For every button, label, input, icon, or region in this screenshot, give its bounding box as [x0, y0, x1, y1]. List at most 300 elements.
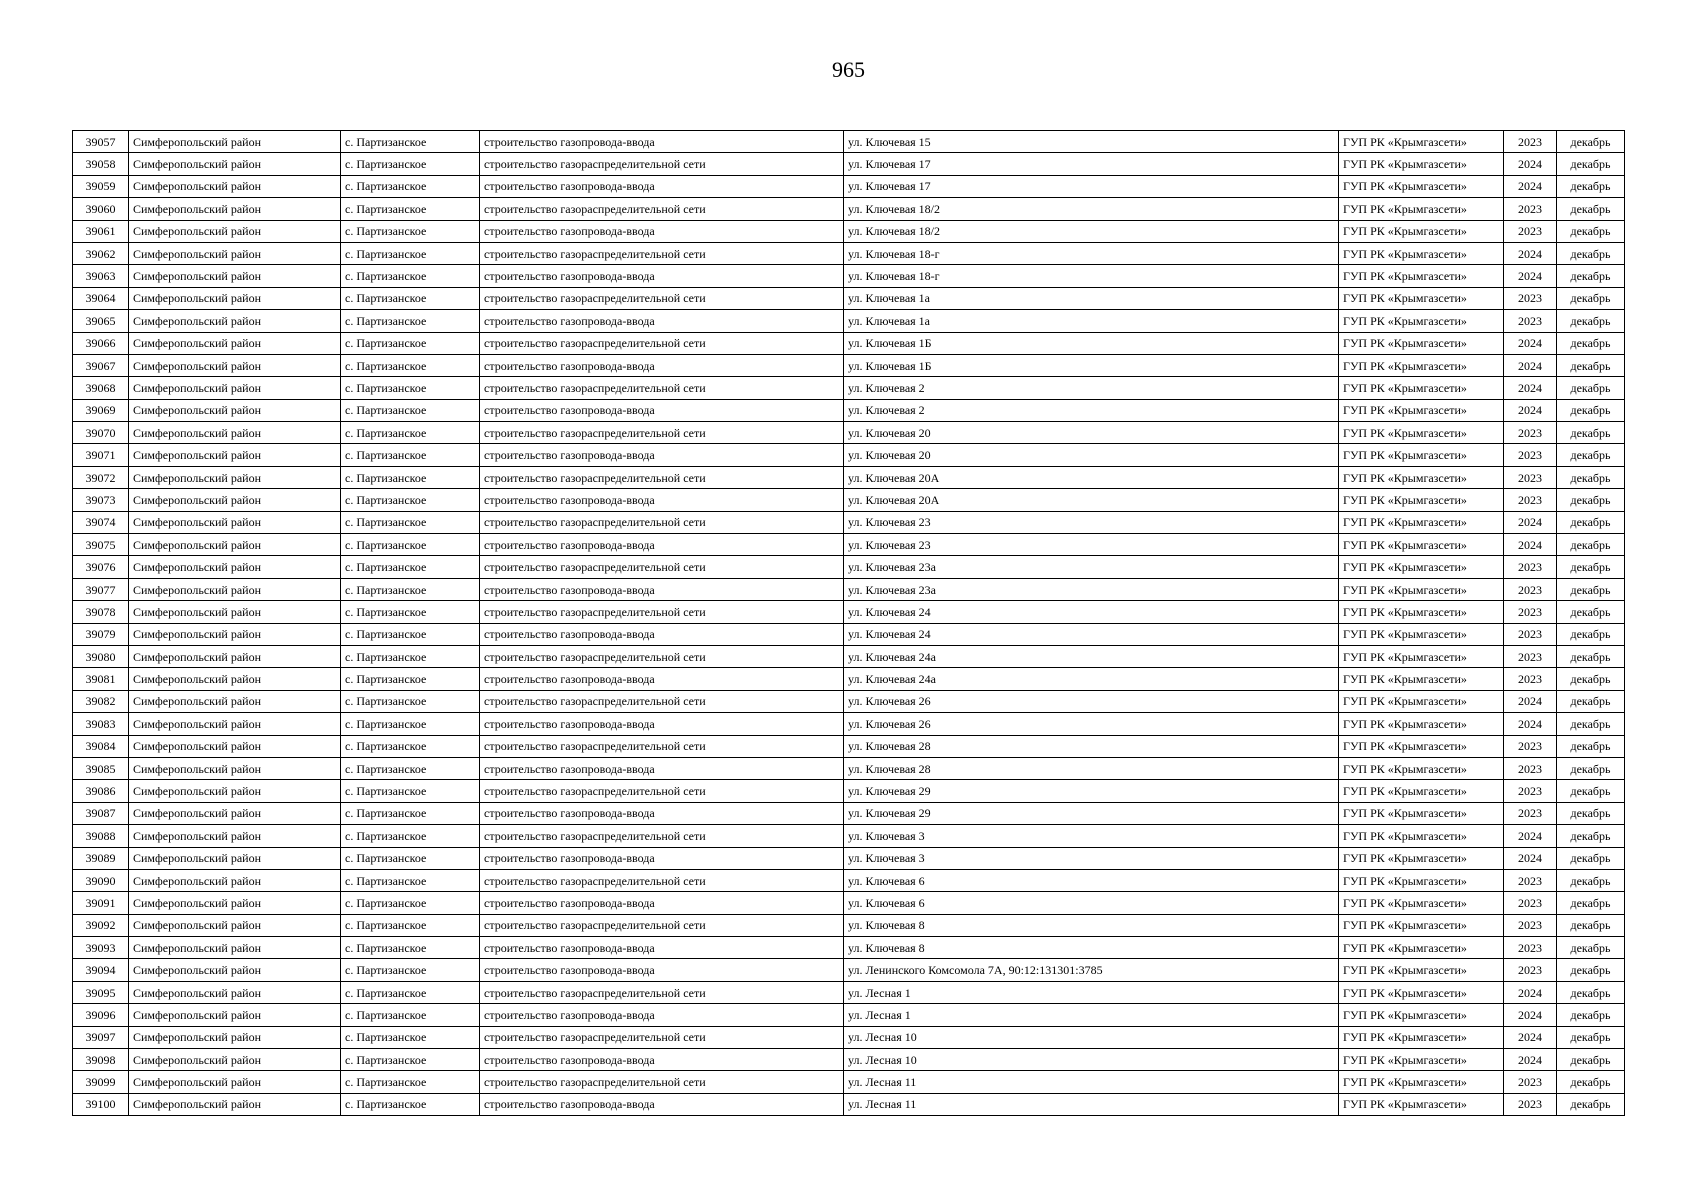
work-type-cell: строительство газопровода-ввода	[480, 578, 844, 600]
district-cell: Симферопольский район	[129, 869, 341, 891]
row-number-cell: 39070	[73, 422, 129, 444]
table-row	[73, 892, 1625, 914]
organization-cell: ГУП РК «Крымгазсети»	[1339, 1026, 1504, 1048]
table-row	[73, 242, 1625, 264]
work-type-cell: строительство газораспределительной сети	[480, 1026, 844, 1048]
year-cell: 2023	[1504, 623, 1557, 645]
row-number-cell: 39084	[73, 735, 129, 757]
district-cell: Симферопольский район	[129, 601, 341, 623]
settlement-cell: с. Партизанское	[341, 1004, 480, 1026]
settlement-cell: с. Партизанское	[341, 757, 480, 779]
address-cell: ул. Ключевая 1Б	[844, 354, 1339, 376]
month-cell: декабрь	[1557, 1026, 1625, 1048]
table-row	[73, 623, 1625, 645]
address-cell: ул. Ключевая 18-г	[844, 265, 1339, 287]
month-cell: декабрь	[1557, 959, 1625, 981]
row-number-cell: 39091	[73, 892, 129, 914]
month-cell: декабрь	[1557, 287, 1625, 309]
table-row	[73, 937, 1625, 959]
work-type-cell: строительство газораспределительной сети	[480, 556, 844, 578]
month-cell: декабрь	[1557, 242, 1625, 264]
settlement-cell: с. Партизанское	[341, 847, 480, 869]
district-cell: Симферопольский район	[129, 623, 341, 645]
district-cell: Симферопольский район	[129, 735, 341, 757]
district-cell: Симферопольский район	[129, 354, 341, 376]
table-row	[73, 153, 1625, 175]
settlement-cell: с. Партизанское	[341, 802, 480, 824]
row-number-cell: 39063	[73, 265, 129, 287]
row-number-cell: 39098	[73, 1049, 129, 1071]
district-cell: Симферопольский район	[129, 399, 341, 421]
row-number-cell: 39058	[73, 153, 129, 175]
table-row	[73, 601, 1625, 623]
month-cell: декабрь	[1557, 131, 1625, 153]
row-number-cell: 39099	[73, 1071, 129, 1093]
work-type-cell: строительство газопровода-ввода	[480, 713, 844, 735]
address-cell: ул. Лесная 10	[844, 1026, 1339, 1048]
table-row	[73, 489, 1625, 511]
address-cell: ул. Лесная 10	[844, 1049, 1339, 1071]
table-row	[73, 914, 1625, 936]
address-cell: ул. Ключевая 8	[844, 914, 1339, 936]
work-type-cell: строительство газопровода-ввода	[480, 1093, 844, 1115]
work-type-cell: строительство газораспределительной сети	[480, 198, 844, 220]
settlement-cell: с. Партизанское	[341, 422, 480, 444]
year-cell: 2024	[1504, 1004, 1557, 1026]
settlement-cell: с. Партизанское	[341, 332, 480, 354]
organization-cell: ГУП РК «Крымгазсети»	[1339, 981, 1504, 1003]
row-number-cell: 39062	[73, 242, 129, 264]
settlement-cell: с. Партизанское	[341, 265, 480, 287]
row-number-cell: 39085	[73, 757, 129, 779]
organization-cell: ГУП РК «Крымгазсети»	[1339, 377, 1504, 399]
year-cell: 2024	[1504, 713, 1557, 735]
district-cell: Симферопольский район	[129, 377, 341, 399]
address-cell: ул. Ключевая 24	[844, 623, 1339, 645]
table-row	[73, 220, 1625, 242]
district-cell: Симферопольский район	[129, 332, 341, 354]
month-cell: декабрь	[1557, 713, 1625, 735]
settlement-cell: с. Партизанское	[341, 489, 480, 511]
year-cell: 2023	[1504, 444, 1557, 466]
work-type-cell: строительство газопровода-ввода	[480, 399, 844, 421]
row-number-cell: 39059	[73, 175, 129, 197]
settlement-cell: с. Партизанское	[341, 869, 480, 891]
year-cell: 2023	[1504, 489, 1557, 511]
year-cell: 2024	[1504, 399, 1557, 421]
district-cell: Симферопольский район	[129, 1004, 341, 1026]
organization-cell: ГУП РК «Крымгазсети»	[1339, 265, 1504, 287]
row-number-cell: 39076	[73, 556, 129, 578]
district-cell: Симферопольский район	[129, 265, 341, 287]
settlement-cell: с. Партизанское	[341, 1049, 480, 1071]
work-type-cell: строительство газораспределительной сети	[480, 825, 844, 847]
table-row	[73, 578, 1625, 600]
month-cell: декабрь	[1557, 556, 1625, 578]
settlement-cell: с. Партизанское	[341, 645, 480, 667]
year-cell: 2023	[1504, 645, 1557, 667]
year-cell: 2024	[1504, 332, 1557, 354]
organization-cell: ГУП РК «Крымгазсети»	[1339, 668, 1504, 690]
settlement-cell: с. Партизанское	[341, 1093, 480, 1115]
work-type-cell: строительство газораспределительной сети	[480, 914, 844, 936]
district-cell: Симферопольский район	[129, 959, 341, 981]
settlement-cell: с. Партизанское	[341, 153, 480, 175]
work-type-cell: строительство газораспределительной сети	[480, 332, 844, 354]
settlement-cell: с. Партизанское	[341, 511, 480, 533]
month-cell: декабрь	[1557, 780, 1625, 802]
month-cell: декабрь	[1557, 511, 1625, 533]
organization-cell: ГУП РК «Крымгазсети»	[1339, 1071, 1504, 1093]
year-cell: 2023	[1504, 780, 1557, 802]
district-cell: Симферопольский район	[129, 242, 341, 264]
register-body	[73, 131, 1625, 1116]
organization-cell: ГУП РК «Крымгазсети»	[1339, 220, 1504, 242]
address-cell: ул. Ключевая 29	[844, 802, 1339, 824]
year-cell: 2023	[1504, 668, 1557, 690]
table-row	[73, 399, 1625, 421]
address-cell: ул. Ключевая 2	[844, 377, 1339, 399]
district-cell: Симферопольский район	[129, 668, 341, 690]
organization-cell: ГУП РК «Крымгазсети»	[1339, 198, 1504, 220]
table-row	[73, 534, 1625, 556]
year-cell: 2023	[1504, 422, 1557, 444]
row-number-cell: 39075	[73, 534, 129, 556]
address-cell: ул. Ключевая 1Б	[844, 332, 1339, 354]
district-cell: Симферопольский район	[129, 1049, 341, 1071]
work-type-cell: строительство газораспределительной сети	[480, 1071, 844, 1093]
year-cell: 2023	[1504, 735, 1557, 757]
year-cell: 2024	[1504, 847, 1557, 869]
table-row	[73, 131, 1625, 153]
table-row	[73, 1004, 1625, 1026]
table-row	[73, 354, 1625, 376]
year-cell: 2024	[1504, 690, 1557, 712]
settlement-cell: с. Партизанское	[341, 937, 480, 959]
row-number-cell: 39073	[73, 489, 129, 511]
district-cell: Симферопольский район	[129, 645, 341, 667]
month-cell: декабрь	[1557, 198, 1625, 220]
organization-cell: ГУП РК «Крымгазсети»	[1339, 690, 1504, 712]
month-cell: декабрь	[1557, 332, 1625, 354]
work-type-cell: строительство газопровода-ввода	[480, 892, 844, 914]
settlement-cell: с. Партизанское	[341, 1071, 480, 1093]
settlement-cell: с. Партизанское	[341, 668, 480, 690]
address-cell: ул. Ключевая 26	[844, 713, 1339, 735]
settlement-cell: с. Партизанское	[341, 175, 480, 197]
organization-cell: ГУП РК «Крымгазсети»	[1339, 242, 1504, 264]
year-cell: 2024	[1504, 354, 1557, 376]
month-cell: декабрь	[1557, 399, 1625, 421]
district-cell: Симферопольский район	[129, 690, 341, 712]
month-cell: декабрь	[1557, 892, 1625, 914]
organization-cell: ГУП РК «Крымгазсети»	[1339, 399, 1504, 421]
year-cell: 2023	[1504, 892, 1557, 914]
address-cell: ул. Ключевая 20	[844, 444, 1339, 466]
row-number-cell: 39081	[73, 668, 129, 690]
month-cell: декабрь	[1557, 265, 1625, 287]
organization-cell: ГУП РК «Крымгазсети»	[1339, 713, 1504, 735]
month-cell: декабрь	[1557, 757, 1625, 779]
district-cell: Симферопольский район	[129, 825, 341, 847]
year-cell: 2024	[1504, 175, 1557, 197]
settlement-cell: с. Партизанское	[341, 959, 480, 981]
organization-cell: ГУП РК «Крымгазсети»	[1339, 444, 1504, 466]
table-row	[73, 310, 1625, 332]
work-type-cell: строительство газопровода-ввода	[480, 175, 844, 197]
work-type-cell: строительство газораспределительной сети	[480, 466, 844, 488]
table-row	[73, 332, 1625, 354]
month-cell: декабрь	[1557, 578, 1625, 600]
month-cell: декабрь	[1557, 869, 1625, 891]
settlement-cell: с. Партизанское	[341, 354, 480, 376]
work-type-cell: строительство газопровода-ввода	[480, 757, 844, 779]
row-number-cell: 39071	[73, 444, 129, 466]
row-number-cell: 39100	[73, 1093, 129, 1115]
organization-cell: ГУП РК «Крымгазсети»	[1339, 735, 1504, 757]
year-cell: 2023	[1504, 937, 1557, 959]
address-cell: ул. Ключевая 26	[844, 690, 1339, 712]
settlement-cell: с. Партизанское	[341, 1026, 480, 1048]
year-cell: 2023	[1504, 466, 1557, 488]
month-cell: декабрь	[1557, 489, 1625, 511]
year-cell: 2024	[1504, 511, 1557, 533]
work-type-cell: строительство газопровода-ввода	[480, 802, 844, 824]
district-cell: Симферопольский район	[129, 757, 341, 779]
district-cell: Симферопольский район	[129, 175, 341, 197]
year-cell: 2023	[1504, 959, 1557, 981]
month-cell: декабрь	[1557, 1093, 1625, 1115]
month-cell: декабрь	[1557, 354, 1625, 376]
organization-cell: ГУП РК «Крымгазсети»	[1339, 556, 1504, 578]
work-type-cell: строительство газораспределительной сети	[480, 690, 844, 712]
year-cell: 2024	[1504, 265, 1557, 287]
work-type-cell: строительство газопровода-ввода	[480, 310, 844, 332]
row-number-cell: 39065	[73, 310, 129, 332]
work-type-cell: строительство газопровода-ввода	[480, 489, 844, 511]
table-row	[73, 668, 1625, 690]
address-cell: ул. Ключевая 1а	[844, 310, 1339, 332]
organization-cell: ГУП РК «Крымгазсети»	[1339, 601, 1504, 623]
month-cell: декабрь	[1557, 466, 1625, 488]
organization-cell: ГУП РК «Крымгазсети»	[1339, 869, 1504, 891]
district-cell: Симферопольский район	[129, 780, 341, 802]
work-type-cell: строительство газопровода-ввода	[480, 354, 844, 376]
table-row	[73, 690, 1625, 712]
address-cell: ул. Ключевая 24	[844, 601, 1339, 623]
work-type-cell: строительство газопровода-ввода	[480, 959, 844, 981]
table-row	[73, 713, 1625, 735]
year-cell: 2023	[1504, 556, 1557, 578]
year-cell: 2023	[1504, 1071, 1557, 1093]
year-cell: 2023	[1504, 757, 1557, 779]
address-cell: ул. Ключевая 20А	[844, 466, 1339, 488]
year-cell: 2023	[1504, 578, 1557, 600]
work-type-cell: строительство газораспределительной сети	[480, 377, 844, 399]
organization-cell: ГУП РК «Крымгазсети»	[1339, 1093, 1504, 1115]
table-row	[73, 422, 1625, 444]
address-cell: ул. Лесная 11	[844, 1093, 1339, 1115]
row-number-cell: 39083	[73, 713, 129, 735]
year-cell: 2024	[1504, 981, 1557, 1003]
work-type-cell: строительство газопровода-ввода	[480, 623, 844, 645]
address-cell: ул. Ключевая 6	[844, 869, 1339, 891]
organization-cell: ГУП РК «Крымгазсети»	[1339, 937, 1504, 959]
table-row	[73, 645, 1625, 667]
address-cell: ул. Лесная 1	[844, 981, 1339, 1003]
address-cell: ул. Ключевая 18/2	[844, 198, 1339, 220]
address-cell: ул. Ключевая 18-г	[844, 242, 1339, 264]
organization-cell: ГУП РК «Крымгазсети»	[1339, 354, 1504, 376]
table-row	[73, 265, 1625, 287]
row-number-cell: 39086	[73, 780, 129, 802]
address-cell: ул. Ключевая 28	[844, 757, 1339, 779]
work-type-cell: строительство газораспределительной сети	[480, 287, 844, 309]
organization-cell: ГУП РК «Крымгазсети»	[1339, 466, 1504, 488]
table-row	[73, 757, 1625, 779]
work-type-cell: строительство газораспределительной сети	[480, 981, 844, 1003]
month-cell: декабрь	[1557, 802, 1625, 824]
address-cell: ул. Ключевая 28	[844, 735, 1339, 757]
settlement-cell: с. Партизанское	[341, 914, 480, 936]
district-cell: Симферопольский район	[129, 713, 341, 735]
settlement-cell: с. Партизанское	[341, 623, 480, 645]
table-row	[73, 802, 1625, 824]
row-number-cell: 39057	[73, 131, 129, 153]
settlement-cell: с. Партизанское	[341, 310, 480, 332]
month-cell: декабрь	[1557, 601, 1625, 623]
address-cell: ул. Ключевая 20А	[844, 489, 1339, 511]
address-cell: ул. Ключевая 15	[844, 131, 1339, 153]
table-row	[73, 825, 1625, 847]
district-cell: Симферопольский район	[129, 310, 341, 332]
organization-cell: ГУП РК «Крымгазсети»	[1339, 332, 1504, 354]
table-row	[73, 1026, 1625, 1048]
work-type-cell: строительство газораспределительной сети	[480, 780, 844, 802]
year-cell: 2024	[1504, 1049, 1557, 1071]
work-type-cell: строительство газопровода-ввода	[480, 1049, 844, 1071]
month-cell: декабрь	[1557, 847, 1625, 869]
district-cell: Симферопольский район	[129, 1071, 341, 1093]
address-cell: ул. Ключевая 24а	[844, 645, 1339, 667]
month-cell: декабрь	[1557, 937, 1625, 959]
organization-cell: ГУП РК «Крымгазсети»	[1339, 959, 1504, 981]
month-cell: декабрь	[1557, 175, 1625, 197]
table-row	[73, 287, 1625, 309]
work-type-cell: строительство газораспределительной сети	[480, 242, 844, 264]
address-cell: ул. Ключевая 29	[844, 780, 1339, 802]
gasification-register-table	[72, 130, 1625, 1116]
month-cell: декабрь	[1557, 422, 1625, 444]
district-cell: Симферопольский район	[129, 892, 341, 914]
table-row	[73, 377, 1625, 399]
address-cell: ул. Ключевая 18/2	[844, 220, 1339, 242]
table-row	[73, 1071, 1625, 1093]
organization-cell: ГУП РК «Крымгазсети»	[1339, 623, 1504, 645]
work-type-cell: строительство газораспределительной сети	[480, 422, 844, 444]
year-cell: 2023	[1504, 869, 1557, 891]
settlement-cell: с. Партизанское	[341, 444, 480, 466]
organization-cell: ГУП РК «Крымгазсети»	[1339, 175, 1504, 197]
organization-cell: ГУП РК «Крымгазсети»	[1339, 534, 1504, 556]
row-number-cell: 39093	[73, 937, 129, 959]
settlement-cell: с. Партизанское	[341, 825, 480, 847]
table-row	[73, 780, 1625, 802]
organization-cell: ГУП РК «Крымгазсети»	[1339, 757, 1504, 779]
row-number-cell: 39067	[73, 354, 129, 376]
organization-cell: ГУП РК «Крымгазсети»	[1339, 489, 1504, 511]
settlement-cell: с. Партизанское	[341, 198, 480, 220]
district-cell: Симферопольский район	[129, 534, 341, 556]
month-cell: декабрь	[1557, 623, 1625, 645]
row-number-cell: 39074	[73, 511, 129, 533]
organization-cell: ГУП РК «Крымгазсети»	[1339, 511, 1504, 533]
organization-cell: ГУП РК «Крымгазсети»	[1339, 645, 1504, 667]
month-cell: декабрь	[1557, 310, 1625, 332]
organization-cell: ГУП РК «Крымгазсети»	[1339, 892, 1504, 914]
table-row	[73, 959, 1625, 981]
settlement-cell: с. Партизанское	[341, 466, 480, 488]
settlement-cell: с. Партизанское	[341, 981, 480, 1003]
table-row	[73, 1093, 1625, 1115]
year-cell: 2023	[1504, 131, 1557, 153]
row-number-cell: 39080	[73, 645, 129, 667]
address-cell: ул. Ключевая 23	[844, 511, 1339, 533]
address-cell: ул. Ключевая 1а	[844, 287, 1339, 309]
settlement-cell: с. Партизанское	[341, 780, 480, 802]
year-cell: 2023	[1504, 914, 1557, 936]
settlement-cell: с. Партизанское	[341, 399, 480, 421]
district-cell: Симферопольский район	[129, 981, 341, 1003]
organization-cell: ГУП РК «Крымгазсети»	[1339, 780, 1504, 802]
row-number-cell: 39094	[73, 959, 129, 981]
district-cell: Симферопольский район	[129, 937, 341, 959]
organization-cell: ГУП РК «Крымгазсети»	[1339, 1004, 1504, 1026]
district-cell: Симферопольский район	[129, 914, 341, 936]
month-cell: декабрь	[1557, 1004, 1625, 1026]
settlement-cell: с. Партизанское	[341, 131, 480, 153]
district-cell: Симферопольский район	[129, 466, 341, 488]
month-cell: декабрь	[1557, 645, 1625, 667]
district-cell: Симферопольский район	[129, 287, 341, 309]
month-cell: декабрь	[1557, 668, 1625, 690]
year-cell: 2023	[1504, 802, 1557, 824]
address-cell: ул. Ключевая 8	[844, 937, 1339, 959]
row-number-cell: 39097	[73, 1026, 129, 1048]
table-row	[73, 175, 1625, 197]
organization-cell: ГУП РК «Крымгазсети»	[1339, 153, 1504, 175]
table-row	[73, 847, 1625, 869]
row-number-cell: 39088	[73, 825, 129, 847]
settlement-cell: с. Партизанское	[341, 377, 480, 399]
year-cell: 2023	[1504, 198, 1557, 220]
district-cell: Симферопольский район	[129, 153, 341, 175]
year-cell: 2023	[1504, 310, 1557, 332]
row-number-cell: 39064	[73, 287, 129, 309]
work-type-cell: строительство газопровода-ввода	[480, 847, 844, 869]
row-number-cell: 39092	[73, 914, 129, 936]
settlement-cell: с. Партизанское	[341, 578, 480, 600]
row-number-cell: 39078	[73, 601, 129, 623]
row-number-cell: 39087	[73, 802, 129, 824]
district-cell: Симферопольский район	[129, 578, 341, 600]
month-cell: декабрь	[1557, 735, 1625, 757]
table-row	[73, 735, 1625, 757]
address-cell: ул. Ключевая 24а	[844, 668, 1339, 690]
organization-cell: ГУП РК «Крымгазсети»	[1339, 802, 1504, 824]
address-cell: ул. Лесная 1	[844, 1004, 1339, 1026]
work-type-cell: строительство газораспределительной сети	[480, 511, 844, 533]
